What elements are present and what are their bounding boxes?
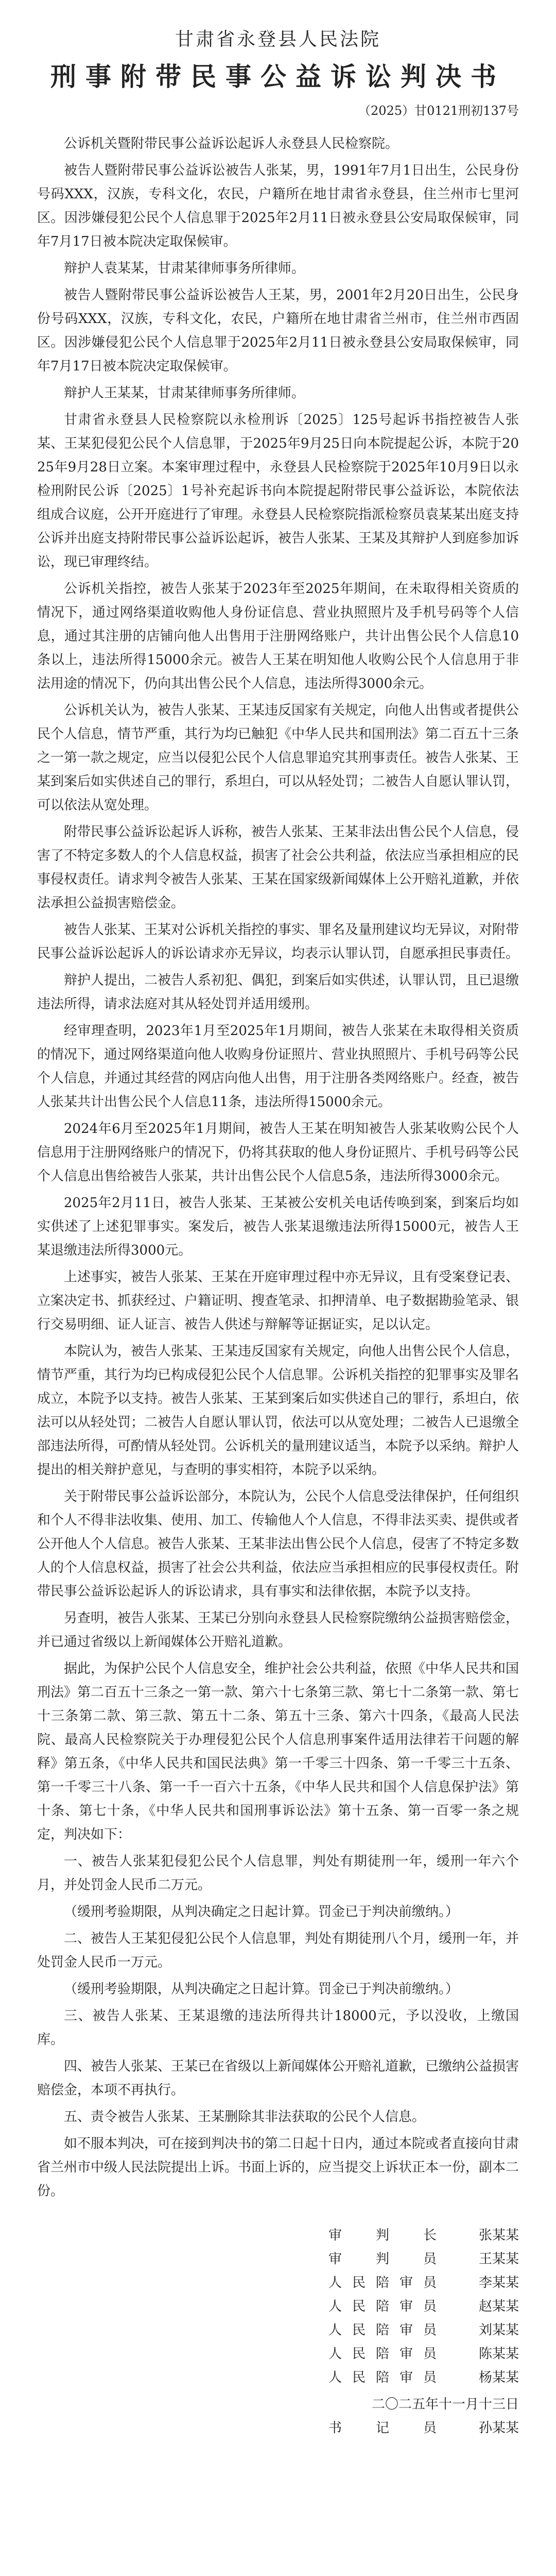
signature-role: 审判长 xyxy=(328,2228,437,2243)
signature-name: 王某某 xyxy=(478,2251,519,2267)
judgment-paragraphs xyxy=(37,132,519,2203)
clerk-name: 孙某某 xyxy=(478,2420,519,2436)
judgment-paragraph: 三、被告人张某、王某退缴的违法所得共计18000元，予以没收，上缴国库。 xyxy=(37,2008,519,2047)
judgment-paragraph: 据此，为保护公民个人信息安全，维护社会公共利益，依照《中华人民共和国刑法》第二百五十三条之一第一款、第六十七条第三款、第七十二条第一款、第七十三条第二款、第三款、第五十二条、第五十三条、第六十四条，《最高人民法院、最高人民检察院关于办理侵犯公民个人信息刑事案件适用法律若干问题的解释》第五条，《中华人民共和国民法典》第一千零三十四条、第一千零三十五条、第一千零三十八条、第一千一百六十五条，《中华人民共和国个人信息保护法》第十条、第七十条，《中华人民共和国刑事诉讼法》第十五条、第一百零一条之规定，判决如下： xyxy=(37,1661,519,1842)
judgment-paragraph: 五、责令被告人张某、王某删除其非法获取的公民个人信息。 xyxy=(64,2109,426,2125)
judgment-paragraph: 本院认为，被告人张某、王某违反国家有关规定，向他人出售公民个人信息，情节严重，其行为均已构成侵犯公民个人信息罪。公诉机关指控的犯罪事实及罪名成立，本院予以支持。被告人张某、王某到案后如实供述自己的罪行，系坦白，依法可以从轻处罚；二被告人自愿认罪认罚，依法可以从宽处理；二被告人已退缴全部违法所得，可酌情从轻处罚。公诉机关的量刑建议适当，本院予以采纳。辩护人提出的相关辩护意见，与查明的事实相符，本院予以采纳。 xyxy=(37,1344,519,1478)
signature-role: 人民陪审员 xyxy=(328,2299,437,2314)
judgment-paragraph: 甘肃省永登县人民检察院以永检刑诉〔2025〕125号起诉书指控被告人张某、王某犯侵犯公民个人信息罪，于2025年9月25日向本院提起公诉，本院于2025年9月28日立案。本案审理过程中，永登县人民检察院于2025年10月9日以永检刑附民公诉〔2025〕1号补充起诉书向本院提起附带民事公益诉讼，本院依法组成合议庭，公开开庭进行了审理。永登县人民检察院指派检察员袁某某出庭支持公诉并出庭支持附带民事公益诉讼起诉，被告人张某、王某及其辩护人到庭参加诉讼，现已审理终结。 xyxy=(37,412,519,570)
judgment-paragraph: 被告人暨附带民事公益诉讼被告人王某，男，2001年2月20日出生，公民身份号码XXX，汉族，专科文化，农民，户籍所在地甘肃省兰州市，住兰州市西固区。因涉嫌侵犯公民个人信息罪于2025年2月11日被永登县公安局取保候审，同年7月17日被本院决定取保候审。 xyxy=(37,287,519,374)
judgment-paragraph: 如不服本判决，可在接到判决书的第二日起十日内，通过本院或者直接向甘肃省兰州市中级人民法院提出上诉。书面上诉的，应当提交上诉状正本一份，副本二份。 xyxy=(37,2136,519,2199)
signature-block xyxy=(37,2224,519,2440)
signature-row xyxy=(37,2342,519,2366)
judgment-paragraph: （缓刑考验期限，从判决确定之日起计算。罚金已于判决前缴纳。） xyxy=(64,1981,459,1997)
signature-row xyxy=(37,2366,519,2389)
judgment-paragraph: 被告人暨附带民事公益诉讼被告人张某，男，1991年7月1日出生，公民身份号码XXX，汉族，专科文化，农民，户籍所在地甘肃省永登县，住兰州市七里河区。因涉嫌侵犯公民个人信息罪于2025年2月11日被永登县公安局取保候审，同年7月17日被本院决定取保候审。 xyxy=(37,163,519,249)
judgment-paragraph: 上述事实，被告人张某、王某在开庭审理过程中亦无异议，且有受案登记表、立案决定书、抓获经过、户籍证明、搜查笔录、扣押清单、电子数据勘验笔录、银行交易明细、证人证言、被告人供述与辩解等证据证实，足以认定。 xyxy=(37,1269,519,1332)
judgment-paragraph: 关于附带民事公益诉讼部分，本院认为，公民个人信息受法律保护，任何组织和个人不得非法收集、使用、加工、传输他人个人信息，不得非法买卖、提供或者公开他人个人信息。被告人张某、王某非法出售公民个人信息，侵害了不特定多数人的个人信息权益，损害了社会公共利益，依法应当承担相应的民事侵权责任。附带民事公益诉讼起诉人的诉讼请求，具有事实和法律依据，本院予以支持。 xyxy=(37,1489,519,1599)
signature-row xyxy=(37,2224,519,2247)
judgment-paragraph: 被告人张某、王某对公诉机关指控的事实、罪名及量刑建议均无异议，对附带民事公益诉讼起诉人的诉讼请求亦无异议，均表示认罪认罚，自愿承担民事责任。 xyxy=(37,922,519,961)
judgment-paragraph: 另查明，被告人张某、王某已分别向永登县人民检察院缴纳公益损害赔偿金，并已通过省级以上新闻媒体公开赔礼道歉。 xyxy=(37,1611,519,1650)
judgment-paragraph: 辩护人袁某某，甘肃某律师事务所律师。 xyxy=(64,261,305,276)
signature-name: 张某某 xyxy=(478,2228,519,2243)
signature-role: 审判员 xyxy=(328,2251,437,2267)
judgment-paragraph: 辩护人提出，二被告人系初犯、偶犯，到案后如实供述，认罪认罚，且已退缴违法所得，请求法庭对其从轻处罚并适用缓刑。 xyxy=(37,973,519,1012)
clerk-row xyxy=(37,2416,519,2440)
signature-name: 李某某 xyxy=(478,2275,519,2291)
judgment-paragraph: 四、被告人张某、王某已在省级以上新闻媒体公开赔礼道歉，已缴纳公益损害赔偿金，本项不再执行。 xyxy=(37,2059,519,2098)
signature-role: 人民陪审员 xyxy=(328,2275,437,2291)
court-name: 甘肃省永登县人民法院 xyxy=(175,29,381,50)
signature-role: 人民陪审员 xyxy=(328,2370,437,2385)
signature-name: 赵某某 xyxy=(478,2299,519,2314)
signature-role: 人民陪审员 xyxy=(328,2323,437,2338)
signature-role: 人民陪审员 xyxy=(328,2346,437,2362)
signature-row xyxy=(37,2247,519,2271)
judgment-paragraph: （缓刑考验期限，从判决确定之日起计算。罚金已于判决前缴纳。） xyxy=(64,1904,459,1920)
judgment-paragraph: 辩护人王某某，甘肃某律师事务所律师。 xyxy=(64,385,305,401)
judgment-paragraph: 2025年2月11日，被告人张某、王某被公安机关电话传唤到案，到案后均如实供述了上述犯罪事实。案发后，被告人张某退缴违法所得15000元，被告人王某退缴违法所得3000元。 xyxy=(37,1195,519,1258)
judgment-paragraph: 二、被告人王某犯侵犯公民个人信息罪，判处有期徒刑八个月，缓刑一年，并处罚金人民币一万元。 xyxy=(37,1931,519,1970)
signature-row xyxy=(37,2271,519,2295)
judgment-paragraph: 一、被告人张某犯侵犯公民个人信息罪，判处有期徒刑一年，缓刑一年六个月，并处罚金人民币二万元。 xyxy=(37,1854,519,1893)
document-title: 刑事附带民事公益诉讼判决书 xyxy=(50,61,506,92)
judgment-date: 二〇二五年十一月十三日 xyxy=(371,2397,519,2412)
signature-name: 陈某某 xyxy=(478,2346,519,2362)
judgment-paragraph: 2024年6月至2025年1月期间，被告人王某在明知被告人张某收购公民个人信息用于注册网络账户的情况下，仍将其获取的他人身份证照片、手机号码等公民个人信息出售给被告人张某，共计出售公民个人信息5条，违法所得3000余元。 xyxy=(37,1121,519,1184)
signature-row xyxy=(37,2318,519,2342)
judgment-paragraph: 附带民事公益诉讼起诉人诉称，被告人张某、王某非法出售公民个人信息，侵害了不特定多数人的个人信息权益，损害了社会公共利益，依法应当承担相应的民事侵权责任。请求判令被告人张某、王某在国家级新闻媒体上公开赔礼道歉，并依法承担公益损害赔偿金。 xyxy=(37,824,519,911)
judgment-paragraph: 经审理查明，2023年1月至2025年1月期间，被告人张某在未取得相关资质的情况下，通过网络渠道向他人收购身份证照片、营业执照照片、手机号码等公民个人信息，并通过其经营的网店向他人出售，用于注册各类网络账户。经查，被告人张某共计出售公民个人信息11条，违法所得15000余元。 xyxy=(37,1023,519,1110)
judgment-paragraph: 公诉机关暨附带民事公益诉讼起诉人永登县人民检察院。 xyxy=(64,136,399,151)
judgment-paragraph: 公诉机关指控，被告人张某于2023年至2025年期间，在未取得相关资质的情况下，通过网络渠道收购他人身份证信息、营业执照照片及手机号码等个人信息，通过其注册的店铺向他人出售用于注册网络账户，共计出售公民个人信息10条以上，违法所得15000余元。被告人王某在明知他人收购公民个人信息用于非法用途的情况下，仍向其出售公民个人信息，违法所得3000余元。 xyxy=(37,581,519,691)
signature-name: 刘某某 xyxy=(478,2323,519,2338)
clerk-role: 书记员 xyxy=(328,2420,437,2436)
judgment-paragraph: 公诉机关认为，被告人张某、王某违反国家有关规定，向他人出售或者提供公民个人信息，情节严重，其行为均已触犯《中华人民共和国刑法》第二百五十三条之一第一款之规定，应当以侵犯公民个人信息罪追究其刑事责任。被告人张某、王某到案后如实供述自己的罪行，系坦白，可以从轻处罚；二被告人自愿认罪认罚，可以依法从宽处理。 xyxy=(37,703,519,813)
signature-name: 杨某某 xyxy=(478,2370,519,2385)
signature-row xyxy=(37,2295,519,2318)
case-number: （2025）甘0121刑初137号 xyxy=(358,104,519,118)
